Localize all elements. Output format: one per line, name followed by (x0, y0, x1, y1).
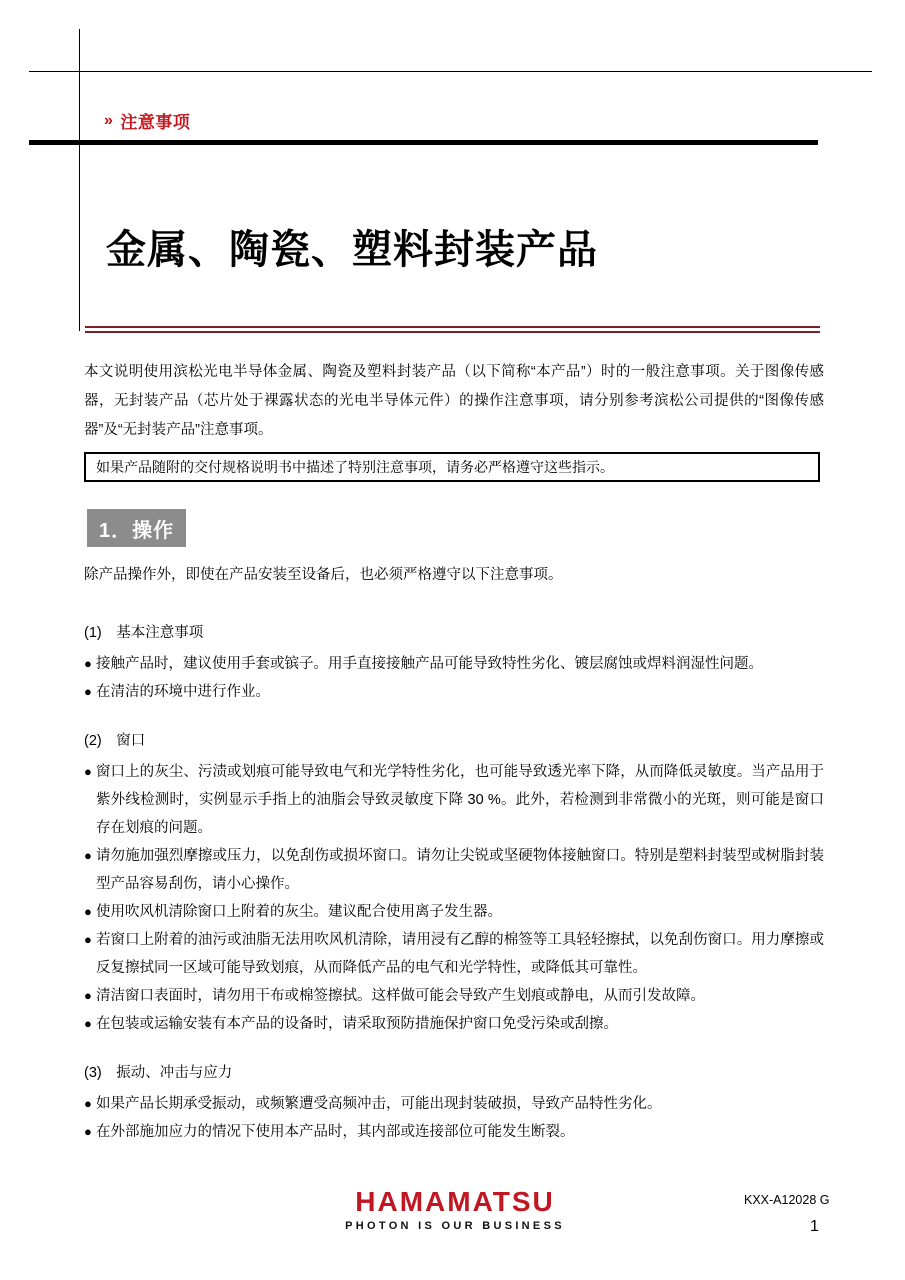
bullet-dot-icon: ● (84, 684, 92, 699)
notice-box (84, 452, 820, 482)
bullet-item (84, 926, 824, 982)
maroon-rule-lower (85, 331, 820, 333)
page-number: 1 (810, 1218, 819, 1235)
bullet-dot-icon: ● (84, 848, 92, 863)
bullet-item (84, 678, 824, 706)
bullet-text: 如果产品长期承受振动，或频繁遭受高频冲击，可能出现封装破损，导致产品特性劣化。 (96, 1096, 662, 1112)
bullet-dot-icon: ● (84, 1124, 92, 1139)
bullet-item (84, 898, 824, 926)
bullet-item (84, 758, 824, 842)
intro-paragraph-container (84, 358, 824, 445)
intro-paragraph: 本文说明使用滨松光电半导体金属、陶瓷及塑料封装产品（以下简称“本产品”）时的一般注意事项。关于图像传感器，无封装产品（芯片处于裸露状态的光电半导体元件）的操作注意事项，请分别参考滨松公司提供的“图像传感器”及“无封装产品”注意事项。 (84, 364, 824, 438)
bullet-dot-icon: ● (84, 932, 92, 947)
bullet-item (84, 1118, 824, 1146)
brand-logo (330, 1188, 580, 1232)
logo-tagline: PHOTON IS OUR BUSINESS (345, 1220, 565, 1232)
page-title: 金属、陶瓷、塑料封装产品 (106, 228, 598, 272)
logo-wordmark: HAMAMATSU (355, 1186, 555, 1217)
double-chevron-icon: » (104, 111, 114, 129)
bullet-item (84, 1010, 824, 1038)
subsection (84, 728, 824, 1038)
bullet-text: 在外部施加应力的情况下使用本产品时，其内部或连接部位可能发生断裂。 (96, 1124, 575, 1140)
subsection (84, 620, 824, 706)
subsection-heading: (1) 基本注意事项 (84, 625, 204, 641)
bullet-text: 接触产品时，建议使用手套或镔子。用手直接接触产品可能导致特性劣化、镀层腐蚀或焊料润湿性问题。 (96, 656, 763, 672)
bullet-text: 在清洁的环境中进行作业。 (96, 684, 270, 700)
bullet-item (84, 1090, 824, 1118)
bullet-dot-icon: ● (84, 904, 92, 919)
bullet-item (84, 982, 824, 1010)
bullet-text: 请勿施加强烈摩擦或压力，以免刮伤或损坏窗口。请勿让尖锐或坚硬物体接触窗口。特别是塑料封装型或树脂封装型产品容易刮伤，请小心操作。 (96, 848, 824, 892)
section-number-chip: 1．操作 (87, 509, 186, 547)
bullet-dot-icon: ● (84, 656, 92, 671)
vertical-rule (79, 29, 80, 331)
bullet-text: 在包装或运输安装有本产品的设备时，请采取预防措施保护窗口免受污染或刮擦。 (96, 1016, 618, 1032)
subsections-container (84, 620, 824, 1168)
section-intro-text: 除产品操作外，即使在产品安装至设备后，也必须严格遵守以下注意事项。 (84, 567, 563, 583)
subsection (84, 1060, 824, 1146)
bullet-item (84, 842, 824, 898)
eyebrow-label: 注意事项 (120, 113, 191, 132)
maroon-rule-upper (85, 326, 820, 328)
bullet-dot-icon: ● (84, 764, 92, 779)
bullet-text: 若窗口上附着的油污或油脂无法用吹风机清除，请用浸有乙醇的棉签等工具轻轻擦拭，以免刮伤窗口。用力摩擦或反复擦拭同一区域可能导致划痕，从而降低产品的电气和光学特性，或降低其可靠性。 (96, 932, 824, 976)
bullet-dot-icon: ● (84, 988, 92, 1003)
bullet-dot-icon: ● (84, 1096, 92, 1111)
subsection-heading: (2) 窗口 (84, 733, 146, 749)
eyebrow-heading (104, 108, 190, 133)
subsection-heading: (3) 振动、冲击与应力 (84, 1065, 233, 1081)
bullet-dot-icon: ● (84, 1016, 92, 1031)
document-code: KXX-A12028 G (744, 1193, 830, 1207)
bullet-item (84, 650, 824, 678)
notice-box-text: 如果产品随附的交付规格说明书中描述了特别注意事项，请务必严格遵守这些指示。 (96, 459, 614, 475)
thin-top-rule (29, 71, 872, 72)
thick-black-rule (29, 140, 818, 145)
bullet-text: 使用吹风机清除窗口上附着的灰尘。建议配合使用离子发生器。 (96, 904, 502, 920)
bullet-text: 清洁窗口表面时，请勿用干布或棉签擦拭。这样做可能会导致产生划痕或静电，从而引发故障。 (96, 988, 705, 1004)
bullet-text: 窗口上的灰尘、污渍或划痕可能导致电气和光学特性劣化，也可能导致透光率下降，从而降低灵敏度。当产品用于紫外线检测时，实例显示手指上的油脂会导致灵敏度下降 30 %。此外，若检测到非常微小的光斑，则可能是窗口存在划痕的问题。 (96, 764, 824, 836)
